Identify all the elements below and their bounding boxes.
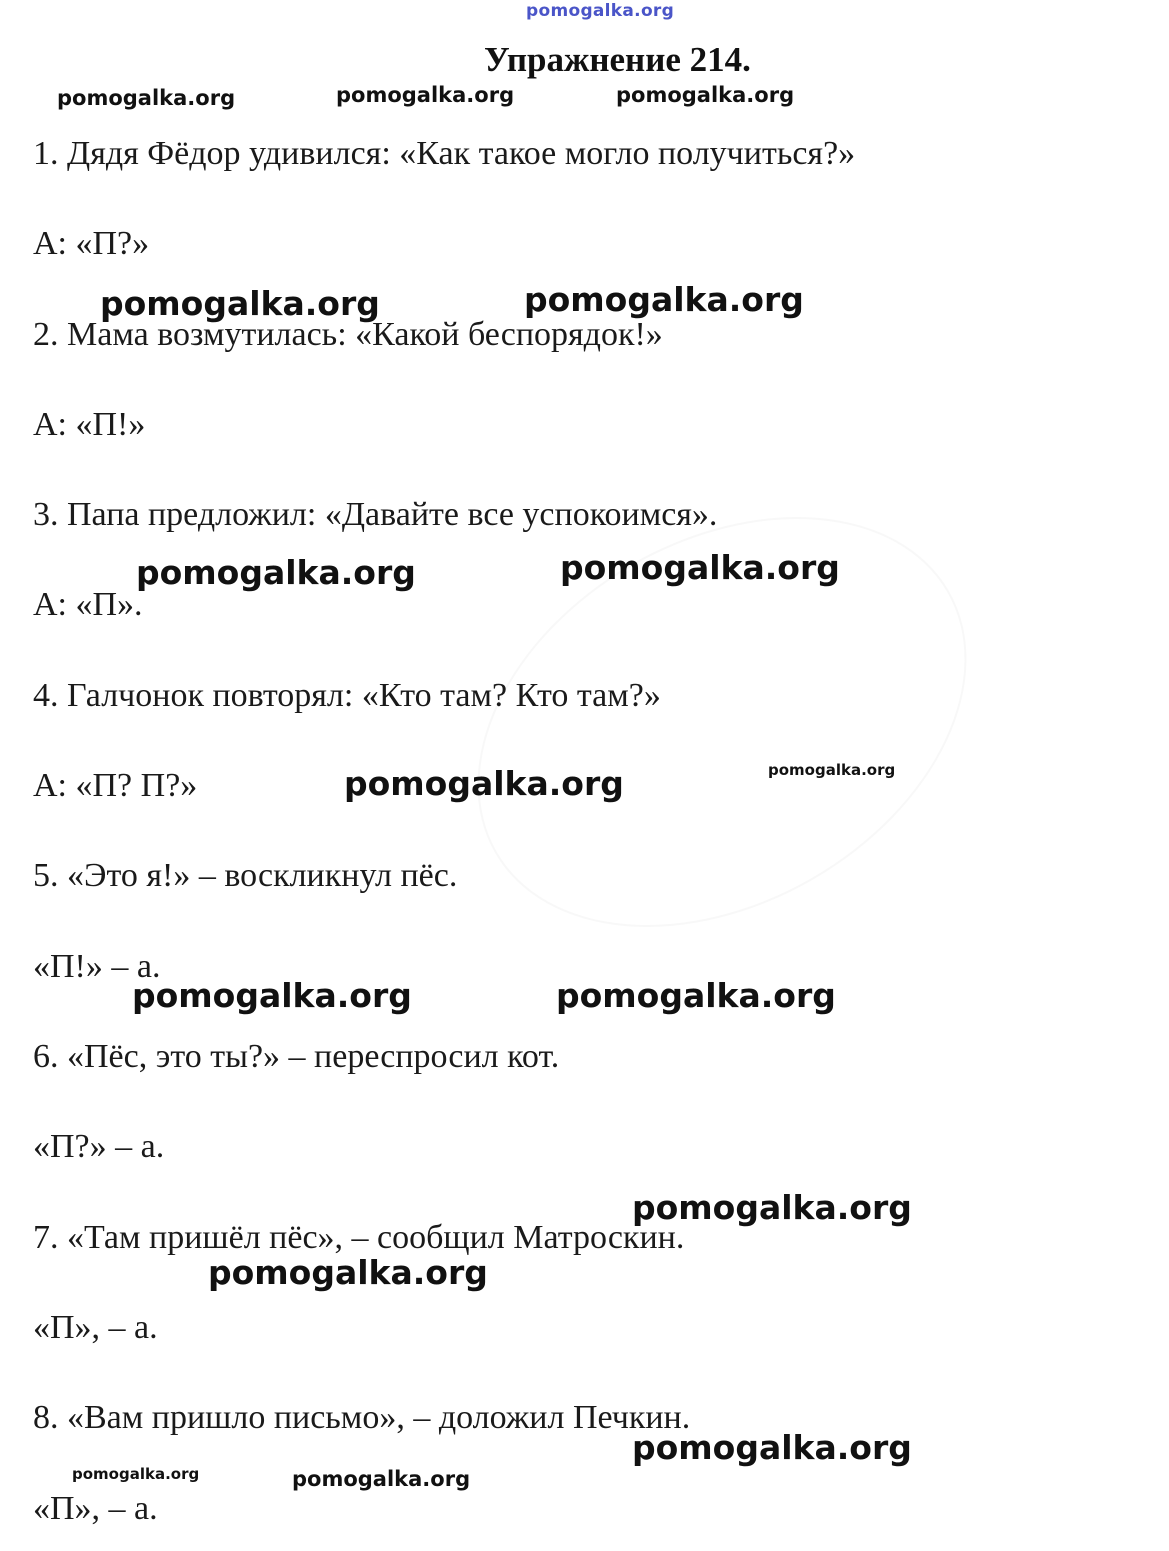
- watermark: pomogalka.org: [344, 764, 624, 803]
- answer-line: А: «П?»: [33, 225, 150, 262]
- watermark: pomogalka.org: [57, 86, 236, 110]
- watermark: pomogalka.org: [292, 1467, 471, 1491]
- watermark: pomogalka.org: [560, 548, 840, 587]
- exercise-line: 6. «Пёс, это ты?» – переспросил кот.: [33, 1038, 560, 1075]
- answer-line: «П!» – а.: [33, 948, 161, 985]
- watermark: pomogalka.org: [336, 83, 515, 107]
- exercise-line: 1. Дядя Фёдор удивился: «Как такое могло получиться?»: [33, 135, 856, 172]
- watermark: pomogalka.org: [556, 976, 836, 1015]
- page-title: Упражнение 214.: [484, 40, 751, 79]
- answer-line: А: «П».: [33, 586, 143, 623]
- answer-line: «П», – а.: [33, 1490, 158, 1527]
- exercise-line: 5. «Это я!» – воскликнул пёс.: [33, 857, 458, 894]
- answer-line: А: «П? П?»: [33, 767, 198, 804]
- watermark: pomogalka.org: [72, 1465, 200, 1483]
- watermark: pomogalka.org: [616, 83, 795, 107]
- exercise-line: 3. Папа предложил: «Давайте все успокоимся».: [33, 496, 718, 533]
- exercise-line: 4. Галчонок повторял: «Кто там? Кто там?»: [33, 677, 661, 714]
- answer-line: «П?» – а.: [33, 1128, 165, 1165]
- answer-line: «П», – а.: [33, 1309, 158, 1346]
- watermark-top: pomogalka.org: [526, 1, 675, 21]
- exercise-line: 2. Мама возмутилась: «Какой беспорядок!»: [33, 316, 663, 353]
- watermark: pomogalka.org: [208, 1253, 488, 1292]
- watermark: pomogalka.org: [632, 1428, 912, 1467]
- watermark: pomogalka.org: [524, 280, 804, 319]
- watermark: pomogalka.org: [768, 761, 896, 779]
- watermark: pomogalka.org: [632, 1188, 912, 1227]
- exercise-line: 8. «Вам пришло письмо», – доложил Печкин.: [33, 1399, 691, 1436]
- watermark: pomogalka.org: [136, 553, 416, 592]
- watermark: pomogalka.org: [132, 976, 412, 1015]
- watermark: pomogalka.org: [100, 284, 380, 323]
- exercise-line: 7. «Там пришёл пёс», – сообщил Матроскин.: [33, 1219, 685, 1256]
- answer-line: А: «П!»: [33, 406, 146, 443]
